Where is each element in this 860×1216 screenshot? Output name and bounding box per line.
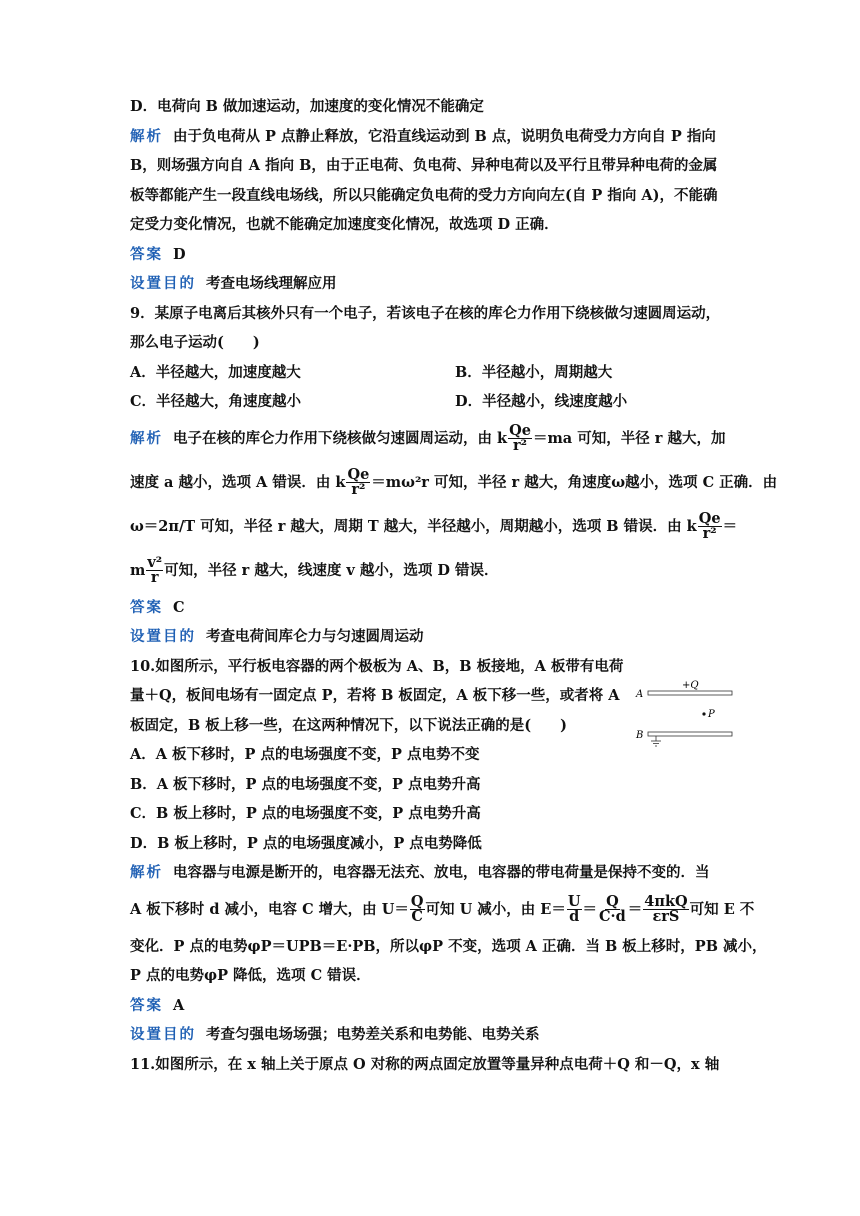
explanation-line: A 板下移时 d 减小，电容 C 增大，由 U＝ $\frac{Q}{C}$ 可知 U 减小，由 E＝ $\frac{U}{d}$ ＝ $\frac{Q}{C\cdot d}$ ＝ $\frac{\text{4πkQ}}{\text{εrS}}$ 可知 E 不: [130, 893, 755, 925]
explanation-line: 速度 a 越小，选项 A 错误．由 k $\frac{Qe}{\text{r²}}$ ＝mω²r 可知，半径 r 越大，角速度ω越小，选项 C 正确．由: [130, 466, 778, 498]
document-page: [130, 92, 778, 1079]
goal-q8: 设置目的 考查电场线理解应用: [130, 275, 337, 292]
explanation-line: m $\frac{\text{v²}}{r}$ 可知，半径 r 越大，线速度 v 越小，选项 D 错误．: [130, 554, 499, 586]
answer-q8: 答案 D: [130, 245, 186, 263]
mudi-label: 设置目的: [130, 628, 196, 645]
question-10-stem: 量＋Q，板间电场有一固定点 P，若将 B 板固定，A 板下移一些，或者将 A: [130, 687, 620, 704]
explanation-line: 变化．P 点的电势φP＝UPB＝E·PB，所以φP 不变，选项 A 正确．当 B 板上移时，PB 减小，: [130, 937, 767, 955]
jiexi-label: 解析: [130, 127, 163, 145]
q10-option-c: C．B 板上移时，P 点的电场强度不变，P 点电势升高: [130, 805, 481, 822]
q9-options-cd: C．半径越大，角速度越小 D．半径越小，线速度越小: [130, 393, 628, 410]
answer-q9: 答案 C: [130, 598, 185, 616]
jiexi-label: 解析: [130, 429, 163, 447]
goal-q9: 设置目的 考查电荷间库仑力与匀速圆周运动: [130, 628, 424, 645]
explanation-line: ω＝2π/T 可知，半径 r 越大，周期 T 越大，半径越小，周期越小，选项 B 错误．由 k $\frac{Qe}{\text{r²}}$ ＝: [130, 510, 738, 542]
explanation-line: 定受力变化情况，也就不能确定加速度变化情况，故选项 D 正确．: [130, 216, 559, 233]
explanation-q10: 解析 电容器与电源是断开的，电容器无法充、放电，电容器的带电荷量是保持不变的．当: [130, 864, 710, 881]
explanation-q9: 解析 电子在核的库仑力作用下绕核做匀速圆周运动，由 k $\frac{Qe}{\text{r²}}$ ＝ma 可知，半径 r 越大，加: [130, 422, 726, 454]
daan-label: 答案: [130, 996, 163, 1014]
plate-b: [648, 732, 732, 736]
plate-a-label: A: [636, 689, 644, 700]
explanation-line: 板等都能产生一段直线电场线，所以只能确定负电荷的受力方向向左(自 P 指向 A)，不能确: [130, 186, 718, 204]
fraction: $\frac{Qe}{\text{r²}}$: [347, 466, 370, 498]
fraction: $\frac{Qe}{\text{r²}}$: [509, 422, 531, 454]
question-9: 9．某原子电离后其核外只有一个电子，若该电子在核的库仑力作用下绕核做匀速圆周运动，: [130, 304, 721, 322]
fraction: $\frac{U}{d}$: [567, 893, 581, 925]
q9-options-ab: A．半径越大，加速度越大 B．半径越小，周期越大: [130, 363, 613, 381]
answer-q10: 答案 A: [130, 996, 185, 1014]
point-p-label: P: [708, 709, 715, 720]
daan-label: 答案: [130, 598, 163, 616]
question-11: 11.如图所示，在 x 轴上关于原点 O 对称的两点固定放置等量异种点电荷＋Q 和－Q，x 轴: [130, 1055, 720, 1073]
fraction: $\frac{Qe}{\text{r²}}$: [698, 510, 721, 542]
mudi-label: 设置目的: [130, 1026, 196, 1043]
question-9-stem: 那么电子运动( ): [130, 334, 260, 351]
plate-b-label: B: [636, 730, 644, 741]
q10-option-a: A．A 板下移时，P 点的电场强度不变，P 点电势不变: [130, 746, 480, 763]
option-d-q8: D．电荷向 B 做加速运动，加速度的变化情况不能确定: [130, 98, 484, 115]
explanation-line: B，则场强方向自 A 指向 B，由于正电荷、负电荷、异种电荷以及平行且带异种电荷的金属: [130, 157, 718, 174]
q10-option-d: D．B 板上移时，P 点的电场强度减小，P 点电势降低: [130, 834, 482, 852]
goal-q10: 设置目的 考查匀强电场场强；电势差关系和电势能、电势关系: [130, 1026, 540, 1043]
mudi-label: 设置目的: [130, 275, 196, 292]
daan-label: 答案: [130, 245, 163, 263]
capacitor-diagram: [636, 676, 736, 750]
jiexi-label: 解析: [130, 864, 163, 881]
fraction: $\frac{\text{4πkQ}}{\text{εrS}}$: [644, 893, 688, 925]
q10-option-b: B．A 板下移时，P 点的电场强度不变，P 点电势升高: [130, 775, 481, 793]
plus-q-label: +Q: [682, 680, 699, 691]
ground-icon: [651, 736, 661, 746]
explanation-q8: 解析 由于负电荷从 P 点静止释放，它沿直线运动到 B 点，说明负电荷受力方向自 P 指向: [130, 127, 716, 145]
point-p: [702, 712, 705, 715]
question-10-stem: 板固定，B 板上移一些，在这两种情况下，以下说法正确的是( ): [130, 716, 568, 734]
fraction: $\frac{Q}{C\cdot d}$: [599, 893, 626, 925]
explanation-line: P 点的电势φP 降低，选项 C 错误．: [130, 967, 371, 984]
fraction: $\frac{\text{v²}}{r}$: [147, 554, 163, 586]
plate-a: [648, 691, 732, 695]
question-10: 10.如图所示，平行板电容器的两个极板为 A、B，B 板接地，A 板带有电荷: [130, 657, 624, 675]
fraction: $\frac{Q}{C}$: [410, 893, 424, 925]
